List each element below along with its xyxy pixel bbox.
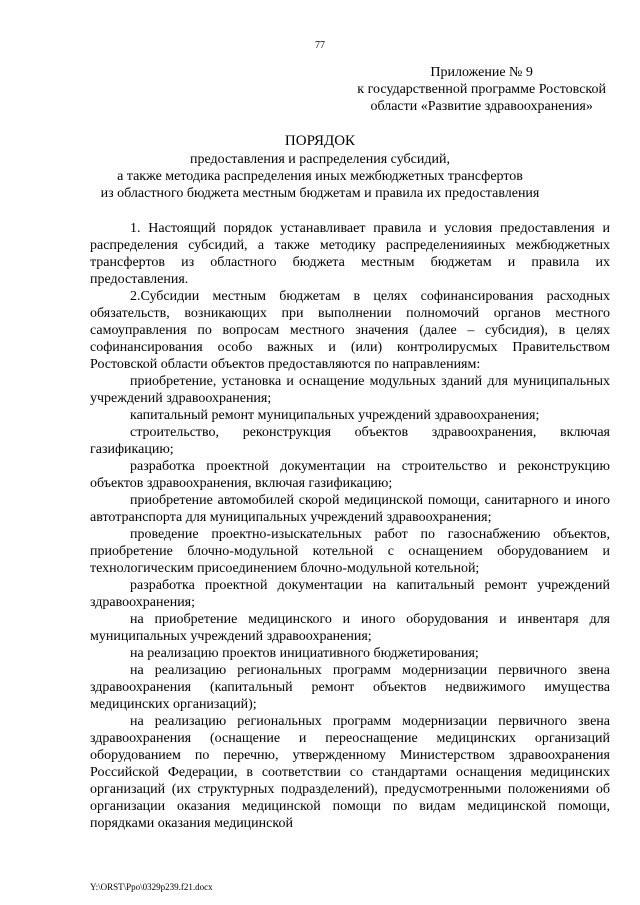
paragraph: разработка проектной документации на капитальный ремонт учреждений здравоохранения; [90, 578, 610, 610]
paragraph: 1. Настоящий порядок устанавливает правила и условия предоставления и распределения субсидий, а также методику распределенияиных межбюджетных трансфертов из областного бюджета местным бюджетам и правила их предоставления. [90, 221, 610, 287]
document-title: ПОРЯДОК [284, 133, 356, 149]
footer-file-path: Y:\ORST\Ppo\0329p239.f21.docx [90, 882, 213, 892]
subtitle-line-3: из областного бюджета местным бюджетам и правила их предоставления [100, 186, 540, 201]
paragraph: приобретение, установка и оснащение модульных зданий для муниципальных учреждений здравоохранения; [90, 374, 610, 406]
appendix-line-2: к государственной программе Ростовской [357, 82, 606, 97]
appendix-line-3: области «Развитие здравоохранения» [370, 99, 593, 114]
paragraph: на реализацию проектов инициативного бюджетирования; [130, 646, 479, 661]
paragraph: проведение проектно-изыскательных работ по газоснабжению объектов, приобретение блочно-модульной котельной с оснащением оборудованием и технологическим присоединением блочно-модульной котельной; [90, 527, 610, 576]
appendix-line-1: Приложение № 9 [430, 65, 533, 80]
appendix-header [357, 64, 606, 115]
subtitle-line-2: а также методика распределения иных межбюджетных трансфертов [117, 169, 523, 184]
paragraph: капитальный ремонт муниципальных учреждений здравоохранения; [130, 408, 540, 423]
paragraph: на приобретение медицинского и иного оборудования и инвентаря для муниципальных учреждений здравоохранения; [90, 612, 610, 644]
page-number: 77 [315, 40, 325, 51]
paragraph: строительство, реконструкция объектов здравоохранения, включая газификацию; [90, 425, 610, 457]
paragraph: приобретение автомобилей скорой медицинской помощи, санитарного и иного автотранспорта для муниципальных учреждений здравоохранения; [90, 493, 610, 525]
paragraph: на реализацию региональных программ модернизации первичного звена здравоохранения (оснащение и переоснащение медицинских организаций оборудованием по перечню, утвержденному Министерством здравоохранения Российской Федерации, в соответствии со стандартами оснащения медицинских организаций (их структурных подразделений), предусмотренными положениями об организации оказания медицинской помощи по видам медицинской помощи, порядками оказания медицинской [90, 714, 610, 831]
paragraph: на реализацию региональных программ модернизации первичного звена здравоохранения (капитальный ремонт объектов недвижимого имущества медицинских организаций); [90, 663, 610, 712]
document-subtitle [0, 151, 640, 202]
document-body [90, 220, 610, 832]
paragraph: разработка проектной документации на строительство и реконструкцию объектов здравоохранения, включая газификацию; [90, 459, 610, 491]
subtitle-line-1: предоставления и распределения субсидий, [190, 152, 450, 167]
paragraph: 2.Субсидии местным бюджетам в целях софинансирования расходных обязательств, возникающих при выполнении полномочий органов местного самоуправления по вопросам местного значения (далее – субсидия), в целях софинансирования особо важных и (или) контролирусмых Правительством Ростовской области объектов предоставляются по направлениям: [90, 289, 610, 372]
